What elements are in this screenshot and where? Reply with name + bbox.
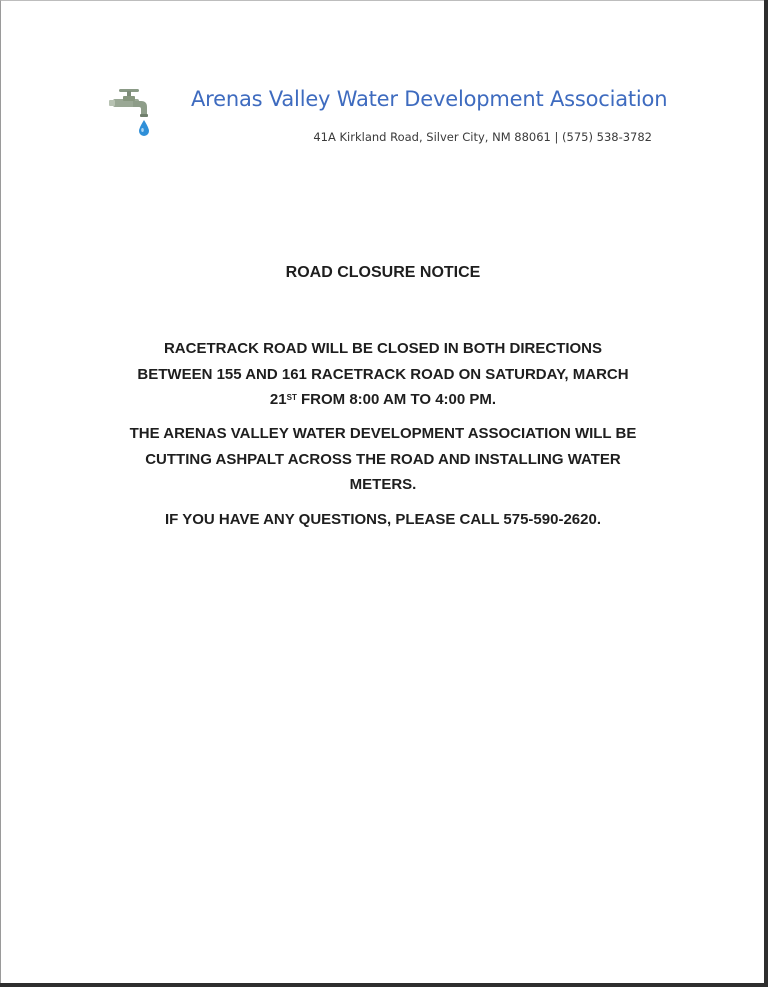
work-description-paragraph — [101, 421, 665, 498]
organization-address: 41A Kirkland Road, Silver City, NM 88061 | (575) 538-3782 — [313, 130, 652, 144]
text-line — [101, 387, 665, 413]
scan-bottom-edge — [0, 983, 768, 987]
text-line: CUTTING ASHPALT ACROSS THE ROAD AND INSTALLING WATER — [145, 450, 621, 468]
faucet-with-water-drop-icon — [109, 87, 155, 143]
closure-details-paragraph — [101, 336, 665, 413]
contact-paragraph: IF YOU HAVE ANY QUESTIONS, PLEASE CALL 575-590-2620. — [165, 511, 601, 528]
date-ordinal-suffix: ST — [286, 393, 297, 402]
scan-right-edge — [764, 0, 768, 987]
text-line: BETWEEN 155 AND 161 RACETRACK ROAD ON SATURDAY, MARCH — [137, 365, 629, 383]
text-line: METERS. — [349, 476, 417, 493]
organization-name: Arenas Valley Water Development Association — [191, 87, 668, 111]
notice-title: ROAD CLOSURE NOTICE — [285, 264, 481, 281]
date-day: 21 — [269, 391, 287, 408]
text-line: RACETRACK ROAD WILL BE CLOSED IN BOTH DIRECTIONS — [163, 340, 603, 357]
time-range: FROM 8:00 AM TO 4:00 PM. — [296, 391, 497, 408]
text-line: THE ARENAS VALLEY WATER DEVELOPMENT ASSOCIATION WILL BE — [129, 425, 637, 442]
